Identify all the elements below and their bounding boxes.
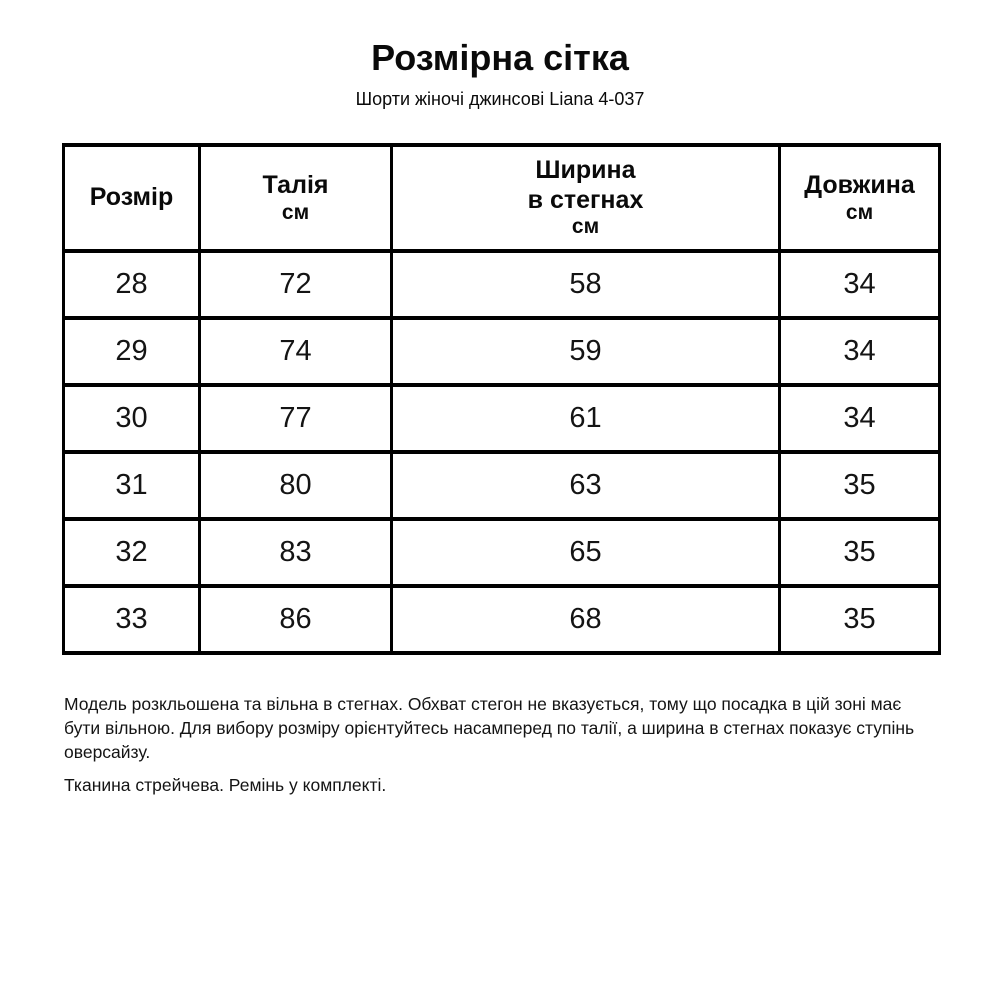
col-header-length-label: Довжина [804,171,915,200]
size-table [62,143,941,655]
cell-size: 29 [64,318,200,385]
table-row [64,251,940,318]
table-row [64,385,940,452]
cell-length: 34 [780,251,940,318]
note-fabric: Тканина стрейчева. Ремінь у комплекті. [64,775,387,795]
col-header-waist [200,145,392,251]
col-header-waist-label: Талія [262,171,329,200]
cell-size: 30 [64,385,200,452]
table-header-row [64,145,940,251]
col-header-hip-width [392,145,780,251]
col-header-hip-width-label: Ширина [535,156,636,185]
cell-size: 31 [64,452,200,519]
cell-waist: 74 [200,318,392,385]
cell-waist: 72 [200,251,392,318]
note-fit: Модель розкльошена та вільна в стегнах. Обхват стегон не вказується, тому що посадка в цій зоні має бути вільною. Для вибору розміру орієнтуйтесь насамперед по талії, а ширина в стегнах показує ступінь оверсайзу. [64,694,915,762]
cell-waist: 77 [200,385,392,452]
col-header-length-unit: см [845,200,874,224]
cell-waist: 80 [200,452,392,519]
page-subtitle: Шорти жіночі джинсові Liana 4-037 [355,89,645,109]
page-title: Розмірна сітка [371,37,629,78]
cell-hip-width: 65 [392,519,780,586]
cell-size: 33 [64,586,200,653]
cell-hip-width: 58 [392,251,780,318]
cell-length: 34 [780,318,940,385]
col-header-size-label: Розмір [89,183,174,212]
cell-size: 32 [64,519,200,586]
col-header-hip-width-unit: см [571,215,600,239]
cell-length: 35 [780,586,940,653]
cell-waist: 83 [200,519,392,586]
cell-hip-width: 63 [392,452,780,519]
cell-length: 34 [780,385,940,452]
col-header-hip-width-sublabel: в стегнах [527,185,644,214]
table-row [64,586,940,653]
cell-length: 35 [780,519,940,586]
cell-waist: 86 [200,586,392,653]
col-header-size [64,145,200,251]
cell-length: 35 [780,452,940,519]
col-header-length [780,145,940,251]
cell-hip-width: 61 [392,385,780,452]
table-row [64,452,940,519]
cell-size: 28 [64,251,200,318]
col-header-waist-unit: см [281,200,310,224]
notes-section [64,692,926,797]
table-row [64,519,940,586]
table-row [64,318,940,385]
cell-hip-width: 59 [392,318,780,385]
cell-hip-width: 68 [392,586,780,653]
